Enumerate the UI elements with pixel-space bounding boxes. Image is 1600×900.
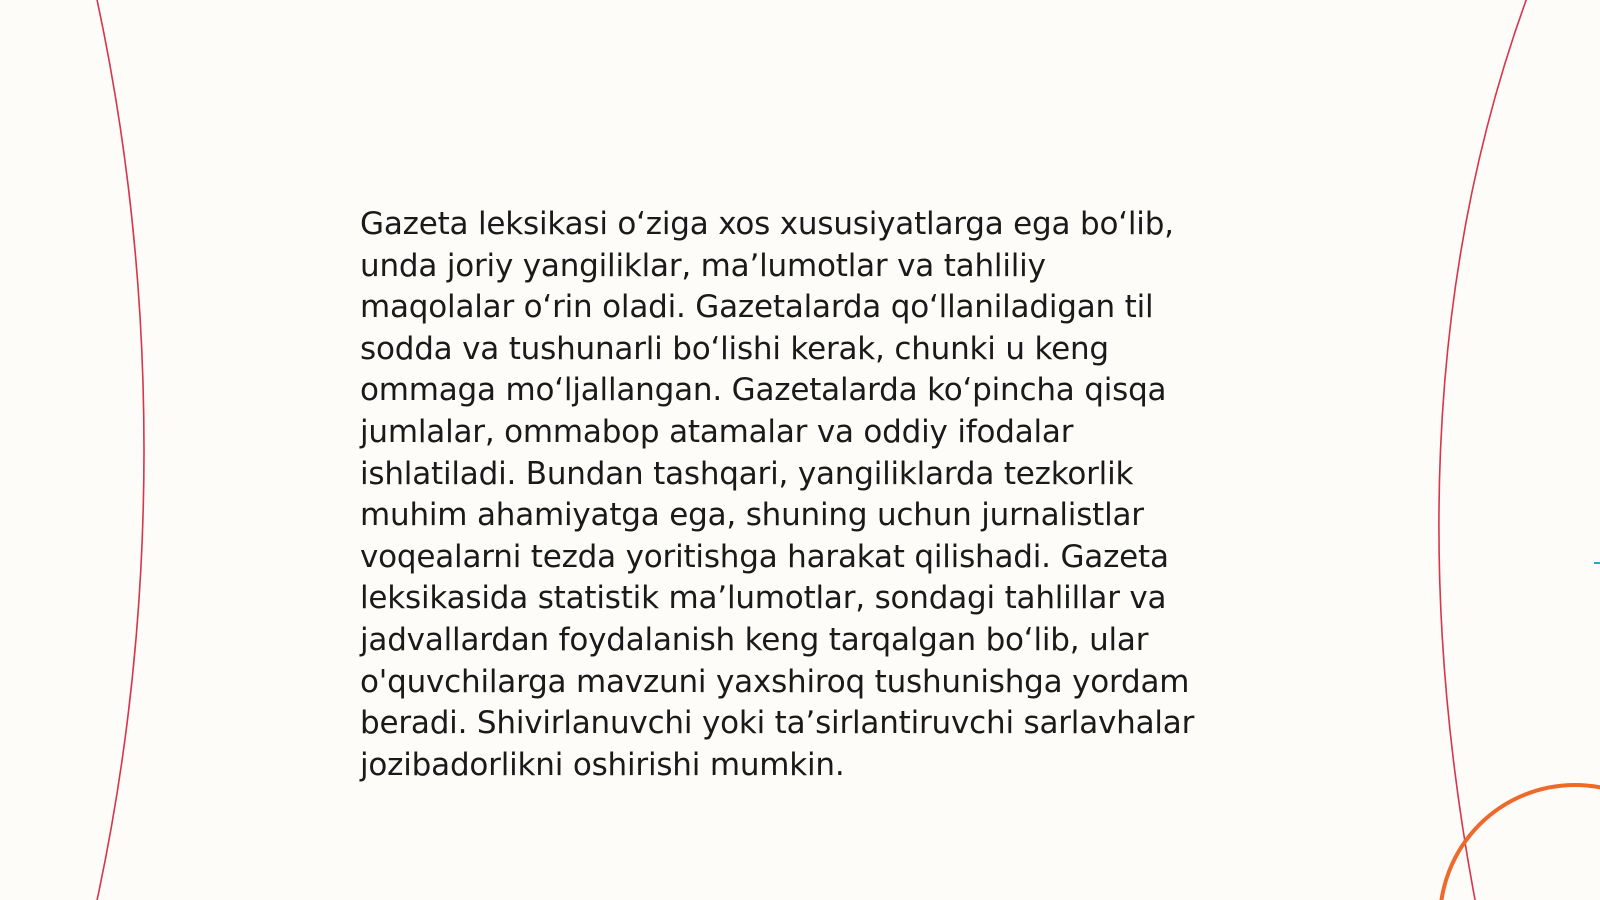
accent-circle bbox=[1440, 785, 1600, 900]
left-curve-line bbox=[96, 0, 144, 900]
body-paragraph: Gazeta leksikasi oʻziga xos xususiyatlarga ega boʻlib, unda joriy yangiliklar, maʼlumotlar va tahliliy maqolalar oʻrin oladi. Gazetalarda qoʻllaniladigan til sodda va tushunarli boʻlishi kerak, chunki u keng ommaga moʻljallangan. Gazetalarda koʻpincha qisqa jumlalar, ommabop atamalar va oddiy ifodalar ishlatiladi. Bundan tashqari, yangiliklarda tezkorlik muhim ahamiyatga ega, shuning uchun jurnalistlar voqealarni tezda yoritishga harakat qilishadi. Gazeta leksikasida statistik maʼlumotlar, sondagi tahlillar va jadvallardan foydalanish keng tarqalgan boʻlib, ular o'quvchilarga mavzuni yaxshiroq tushunishga yordam beradi. Shivirlanuvchi yoki taʼsirlantiruvchi sarlavhalar jozibadorlikni oshirishi mumkin. bbox=[360, 206, 1195, 783]
right-curve-line bbox=[1439, 0, 1528, 900]
